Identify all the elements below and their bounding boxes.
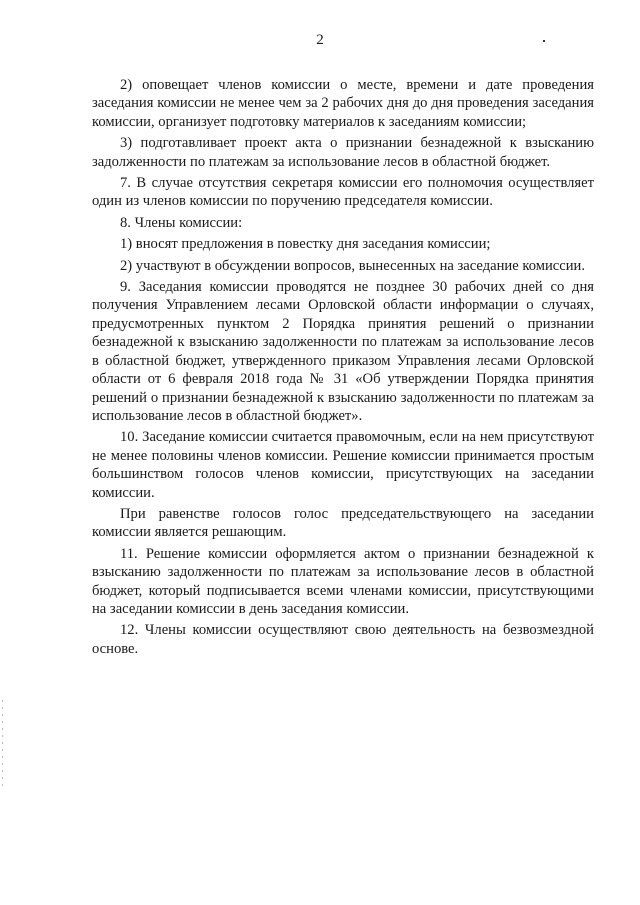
paragraph-clause-11: 11. Решение комиссии оформляется актом о признании безнадежной к взысканию задолженности по платежам за использование лесов в областной бюджет, который подписывается всеми членами комиссии, присутствующими на заседании комиссии в день заседания комиссии. — [92, 545, 594, 617]
paragraph-clause-10: 10. Заседание комиссии считается правомочным, если на нем присутствуют не менее половины членов комиссии. Решение комиссии принимается простым большинством голосов членов комиссии, присутствующих на заседании комиссии. — [92, 429, 594, 501]
paragraph-clause-8: 8. Члены комиссии: — [120, 214, 243, 231]
paragraph-clause-8-item-1: 1) вносят предложения в повестку дня заседания комиссии; — [120, 236, 491, 253]
paragraph-clause-7: 7. В случае отсутствия секретаря комиссии его полномочия осуществляет один из членов комиссии по поручению председателя комиссии. — [92, 175, 594, 210]
paragraph-clause-8-item-2: 2) участвуют в обсуждении вопросов, вынесенных на заседание комиссии. — [120, 257, 585, 274]
paragraph-clause-9: 9. Заседания комиссии проводятся не позднее 30 рабочих дней со дня получения Управлением лесами Орловской области информации о случаях, предусмотренных пунктом 2 Порядка принятия решений о признании безнадежной к взысканию задолженности по платежам за использование лесов в областной бюджет, утвержденного приказом Управления лесами Орловской области от 6 февраля 2018 года № 31 «Об утверждении Порядка принятия решений о признании безнадежной к взысканию задолженности по платежам за использование лесов в областной бюджет». — [92, 279, 594, 424]
paragraph-item-2: 2) оповещает членов комиссии о месте, времени и дате проведения заседания комиссии не менее чем за 2 рабочих дня до дня проведения заседания комиссии, организует подготовку материалов к заседаниям комиссии; — [92, 77, 594, 130]
paragraph-tie-vote: При равенстве голосов голос председательствующего на заседании комиссии является решающим. — [92, 505, 594, 541]
paragraph-item-3: 3) подготавливает проект акта о признании безнадежной к взысканию задолженности по платежам за использование лесов в областной бюджет. — [92, 135, 594, 170]
scan-speck — [543, 40, 545, 42]
scan-edge-mark — [2, 700, 3, 790]
paragraph-clause-12: 12. Члены комиссии осуществляют свою деятельность на безвозмездной основе. — [92, 622, 594, 657]
page-number: 2 — [316, 32, 324, 48]
document-body — [92, 76, 594, 658]
